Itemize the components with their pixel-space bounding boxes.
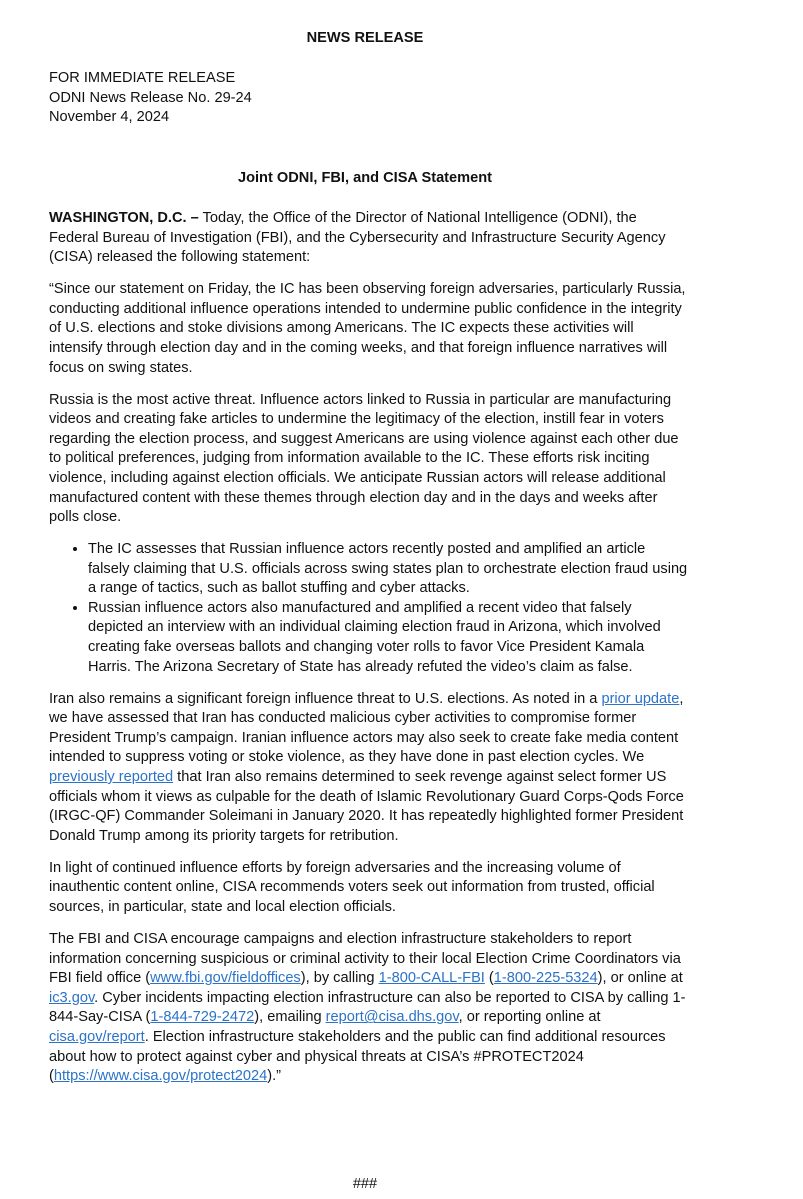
- fbi-text-7: , or reporting online at: [458, 1009, 601, 1026]
- end-mark: ###: [352, 1176, 378, 1192]
- paragraph-cisa-recommendation: In light of continued influence efforts by foreign adversaries and the increasing volume of inauthentic content online, CISA recommends voters seek out information from trusted, official sources, in particular, state and local election officials.: [49, 859, 655, 915]
- immediate-release-label: FOR IMMEDIATE RELEASE: [49, 70, 236, 86]
- russia-bullet-list: [49, 540, 689, 677]
- statement-title: Joint ODNI, FBI, and CISA Statement: [237, 170, 493, 186]
- seal-icon: [74, 0, 134, 6]
- fbi-text-4: ), or online at: [597, 970, 683, 987]
- prior-update-link[interactable]: prior update: [601, 690, 680, 707]
- fbi-text-1: The FBI and CISA encourage campaigns and election infrastructure stakeholders to report information concerning suspicious or criminal activity to their local Election Crime Coordinators via FBI field office (: [49, 930, 681, 987]
- call-fbi-link[interactable]: 1-800-CALL-FBI: [378, 970, 485, 987]
- list-item: • The IC assesses that Russian influence actors recently posted and amplified an article falsely claiming that U.S. officials across swing states plan to orchestrate election fraud using a range of tactics, such as ballot stuffing and cyber attacks.: [88, 540, 689, 599]
- intro-text: Today, the Office of the Director of National Intelligence (ODNI), the Federal Bureau of Investigation (FBI), and the Cybersecurity and Infrastructure Security Agency (CISA) released the following statement:: [49, 210, 666, 266]
- fbi-text-6: ), emailing: [254, 1009, 326, 1026]
- iran-text-3: that Iran also remains determined to seek revenge against select former US officials whom it views as culpable for the death of Islamic Revolutionary Guard Corps-Qods Force (IRGC-QF) Commander Soleimani in January 2020. It has repeatedly highlighted former President Donald Trump among its priority targets for retribution.: [49, 769, 684, 844]
- paragraph-iran-threat: [49, 690, 689, 847]
- news-release-heading: NEWS RELEASE: [306, 30, 424, 46]
- paragraph-russia-threat: Russia is the most active threat. Influence actors linked to Russia in particular are manufacturing videos and creating fake articles to undermine the legitimacy of the election, instill fear in voters regarding the election process, and suggest Americans are using violence against each other due to political preferences, judging from information available to the IC. These efforts risk inciting violence, including against election officials. We anticipate Russian actors will release additional manufactured content with these themes through election day and in the days and weeks after polls close.: [49, 391, 679, 526]
- fbi-text-5: . Cyber incidents impacting election infrastructure can also be reported to CISA by calling 1-844-Say-CISA (: [49, 989, 686, 1026]
- cisa-email-link[interactable]: report@cisa.dhs.gov: [325, 1009, 459, 1026]
- iran-text-1: Iran also remains a significant foreign influence threat to U.S. elections. As noted in a: [49, 690, 602, 707]
- fbi-text-9: ).”: [267, 1068, 281, 1085]
- iran-text-2: , we have assessed that Iran has conducted malicious cyber activities to compromise former President Trump’s campaign. Iranian influence actors may also seek to create fake media content intended to suppress voting or stoke violence, as they have done in past election cycles. We: [49, 690, 684, 766]
- release-number: ODNI News Release No. 29-24: [49, 89, 252, 106]
- cisa-report-link[interactable]: cisa.gov/report: [49, 1028, 145, 1045]
- fbi-text-3: (: [484, 970, 494, 987]
- dateline: WASHINGTON, D.C. –: [49, 210, 199, 226]
- intro-paragraph: [49, 209, 689, 268]
- fbi-phone-link[interactable]: 1-800-225-5324: [493, 970, 598, 987]
- paragraph-friday-statement: “Since our statement on Friday, the IC has been observing foreign adversaries, particularly Russia, conducting additional influence operations intended to undermine public confidence in the integrity of U.S. elections and stoke divisions among Americans. The IC expects these activities will intensify through election day and in the coming weeks, and that foreign influence narratives will focus on swing states.: [49, 281, 686, 376]
- protect2024-link[interactable]: https://www.cisa.gov/protect2024: [53, 1068, 268, 1085]
- fbi-text-2: ), by calling: [300, 970, 379, 987]
- ic3-link[interactable]: ic3.gov: [49, 989, 95, 1006]
- statement-body: [49, 209, 689, 1099]
- previously-reported-link[interactable]: previously reported: [49, 769, 174, 785]
- release-date: November 4, 2024: [49, 109, 170, 126]
- fbi-text-8: . Election infrastructure stakeholders and the public can find additional resources about how to protect against cyber and physical threats at CISA’s #PROTECT2024 (: [49, 1028, 666, 1085]
- paragraph-reporting-info: [49, 930, 689, 1087]
- cisa-phone-link[interactable]: 1-844-729-2472: [150, 1009, 255, 1026]
- release-meta: [49, 69, 252, 128]
- list-item: • Russian influence actors also manufactured and amplified a recent video that falsely depicted an interview with an individual claiming election fraud in Arizona, which involved creating fake overseas ballots and changing voter rolls to favor Vice President Kamala Harris. The Arizona Secretary of State has already refuted the video’s claim as false.: [88, 599, 689, 677]
- fbi-fieldoffices-link[interactable]: www.fbi.gov/fieldoffices: [150, 970, 301, 987]
